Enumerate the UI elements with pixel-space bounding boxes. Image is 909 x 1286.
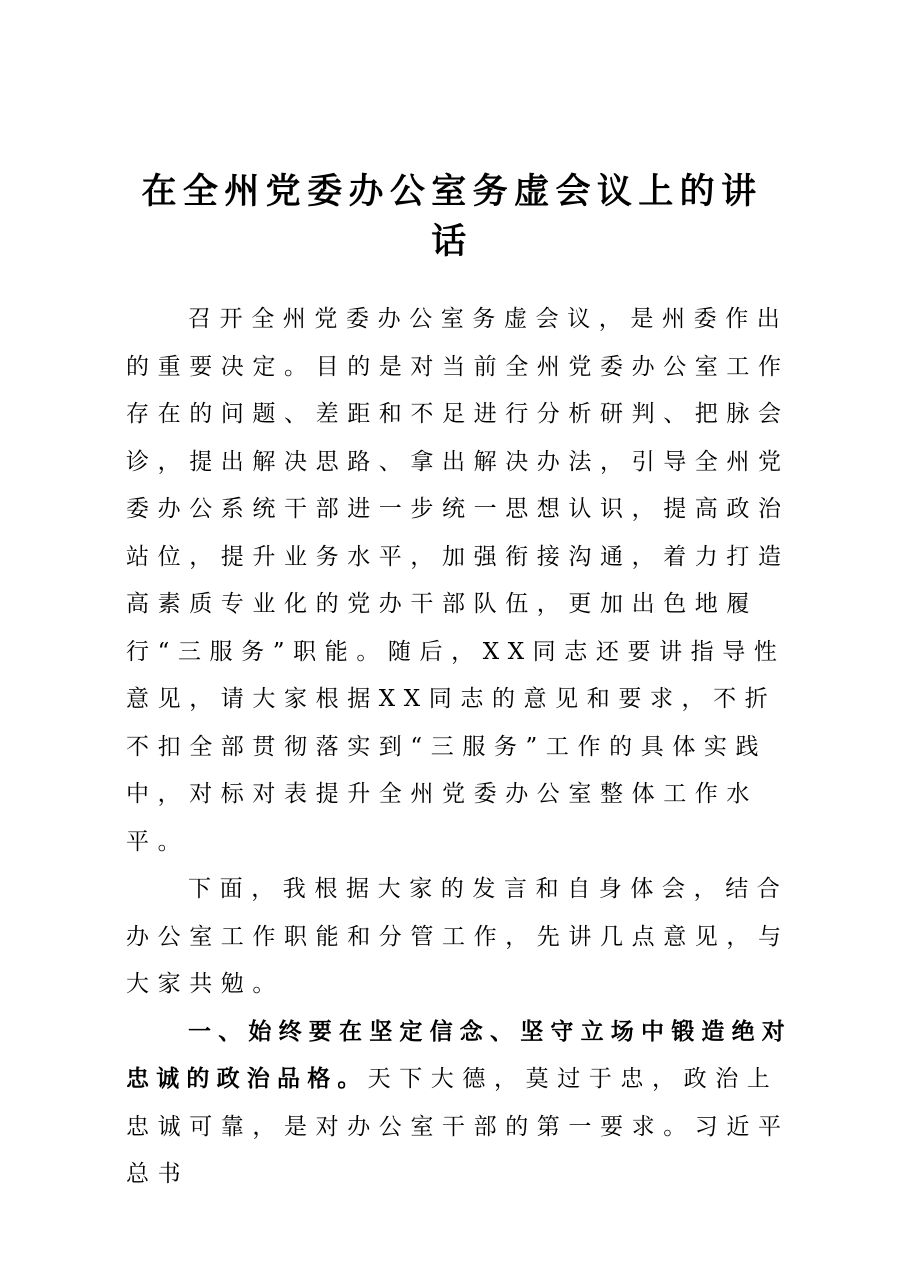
paragraph-opening [126, 296, 806, 866]
paragraph-section-one [126, 1009, 806, 1199]
paragraph-text: 下面，我根据大家的发言和自身体会，结合办公室工作职能和分管工作，先讲几点意见，与大家共勉。 [126, 876, 790, 997]
paragraph-text: 天下大德，莫过于忠，政治上忠诚可靠，是对办公室干部的第一要求。习近平总书 [126, 1066, 790, 1187]
paragraph-intro [126, 866, 806, 1009]
document-body [126, 296, 806, 1199]
paragraph-text: 召开全州党委办公室务虚会议，是州委作出的重要决定。目的是对当前全州党委办公室工作存在的问题、差距和不足进行分析研判、把脉会诊，提出解决思路、拿出解决办法，引导全州党委办公系统干部进一步统一思想认识，提高政治站位，提升业务水平，加强衔接沟通，着力打造高素质专业化的党办干部队伍，更加出色地履行“三服务”职能。随后，XX同志还要讲指导性意见，请大家根据XX同志的意见和要求，不折不扣全部贯彻落实到“三服务”工作的具体实践中，对标对表提升全州党委办公室整体工作水平。 [126, 306, 790, 855]
document-title: 在全州党委办公室务虚会议上的讲话 [141, 172, 763, 262]
section-heading: 一、始终要在坚定信念、坚守立场中锻造绝对忠诚的政治品格。 [126, 1018, 792, 1092]
